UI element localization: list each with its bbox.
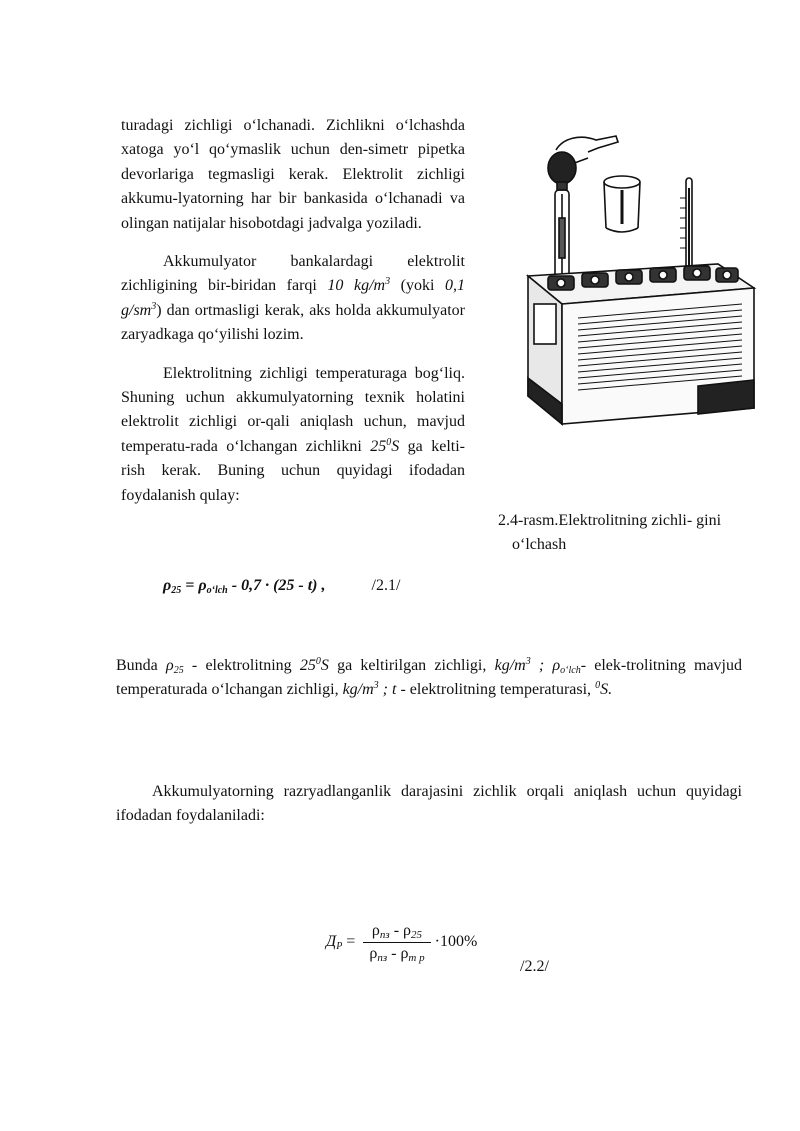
degree-sign: 0 [595,680,601,692]
text: (yoki [390,277,445,295]
subscript: o‘lch [560,665,581,676]
equation-number: /2.2/ [520,958,549,975]
text: ) dan ortmasligi kerak, aks holda akkumulyator zaryadkaga qo‘yilishi lozim. [121,301,465,344]
superscript: 3 [385,276,391,288]
formula-2-1 [163,577,400,595]
superscript: 3 [151,300,157,312]
degree-sign: 0 [315,656,321,667]
paragraph-explanation [116,654,742,703]
unit: kg/m [494,657,526,674]
text: - elektrolitning [183,657,300,674]
caption-line-1: 2.4-rasm.Elektrolitning zichli- gini [498,512,722,529]
subscript: 25 [411,929,423,941]
equals-sign: = [181,577,199,594]
text: - elektrolitning temperaturasi, [396,681,596,699]
equals-sign: = [342,933,356,951]
temperature-unit: S [320,657,329,674]
text: Bunda [116,657,166,674]
superscript: 3 [525,656,531,667]
paragraph-temperature-dependence [121,362,465,508]
factor: ·100% [434,933,478,951]
unit: kg/m [342,681,374,699]
minus-sign: - [389,922,404,939]
text: Elektrolitning zichligi temperaturaga bog‘liq. Shuning uchun akkumulyatorning texnik holatini elektrolit zichligi or-qali aniqlash uchun, mavjud temperatu-rada o‘lchangan zichlikni [121,364,465,455]
subscript: пз [379,929,390,941]
fraction-denominator [363,943,430,963]
temperature-value: 25 [299,657,316,674]
left-text-column [121,114,465,508]
fraction [363,922,430,963]
paragraph-density-measurement: turadagi zichligi o‘lchanadi. Zichlikni o‘lchashda xatoga yo‘l qo‘ymaslik uchun den-simetr pipetka devorlariga tegmasligi kerak. Elektrolit zichligi akkumu-lyatorning har bir bankasida o‘lchanadi va olingan natijalar hisobotdagi jadvalga yoziladi. [121,117,465,232]
temperature-unit: S [391,437,400,455]
text: ; [378,681,392,699]
lhs-symbol: Д [326,933,337,951]
rho-symbol: ρ [198,577,207,594]
rho-symbol: ρ [369,945,378,962]
subscript: o‘lch [206,585,228,596]
paragraph-density-difference [121,250,465,348]
subscript: пз [377,952,388,964]
text: ; [530,657,553,674]
subscript: Р [336,941,343,953]
rho-symbol: ρ [400,945,409,962]
value-g-sm3: 0,1 g/sm [121,277,465,319]
text: ga keltirilgan zichligi, [328,657,495,674]
text: ga kelti-rish kerak. Buning uchun quyidagi ifodadan foydalanish qulay: [121,437,465,504]
fraction-numerator [363,922,430,943]
subscript: т р [408,952,425,964]
rho-symbol: ρ [403,922,412,939]
figure-caption [498,509,773,557]
caption-line-2: o‘lchash [512,536,567,553]
rho-symbol: ρ [163,577,172,594]
degree-sign: 0 [386,436,392,448]
rho-symbol: ρ [166,657,174,674]
temperature-value: 25 [370,437,387,455]
text: Akkumulyator bankalardagi elektrolit zichligining bir-biridan farqi [121,253,465,295]
minus-sign: - [387,945,401,962]
rho-symbol: ρ [371,922,380,939]
equation-number: /2.1/ [371,577,401,594]
battery-densimeter-illustration [518,128,758,458]
rho-symbol: ρ [552,657,561,674]
variable-t: t [392,681,397,699]
text: - elek-trolitning mavjud temperaturada o‘lchangan zichligi, [116,657,742,699]
subscript: 25 [171,585,182,596]
formula-rest: - 0,7 · (25 - t) , [227,577,326,594]
superscript: 3 [373,680,379,692]
paragraph-discharge-level: Akkumulyatorning razryadlanganlik darajasini zichlik orqali aniqlash uchun quyidagi ifodadan foydalaniladi: [116,783,742,825]
subscript: 25 [173,665,184,676]
value-kg-m3: 10 kg/m [327,277,386,295]
temperature-unit: S. [600,681,613,699]
formula-2-2 [326,922,477,963]
